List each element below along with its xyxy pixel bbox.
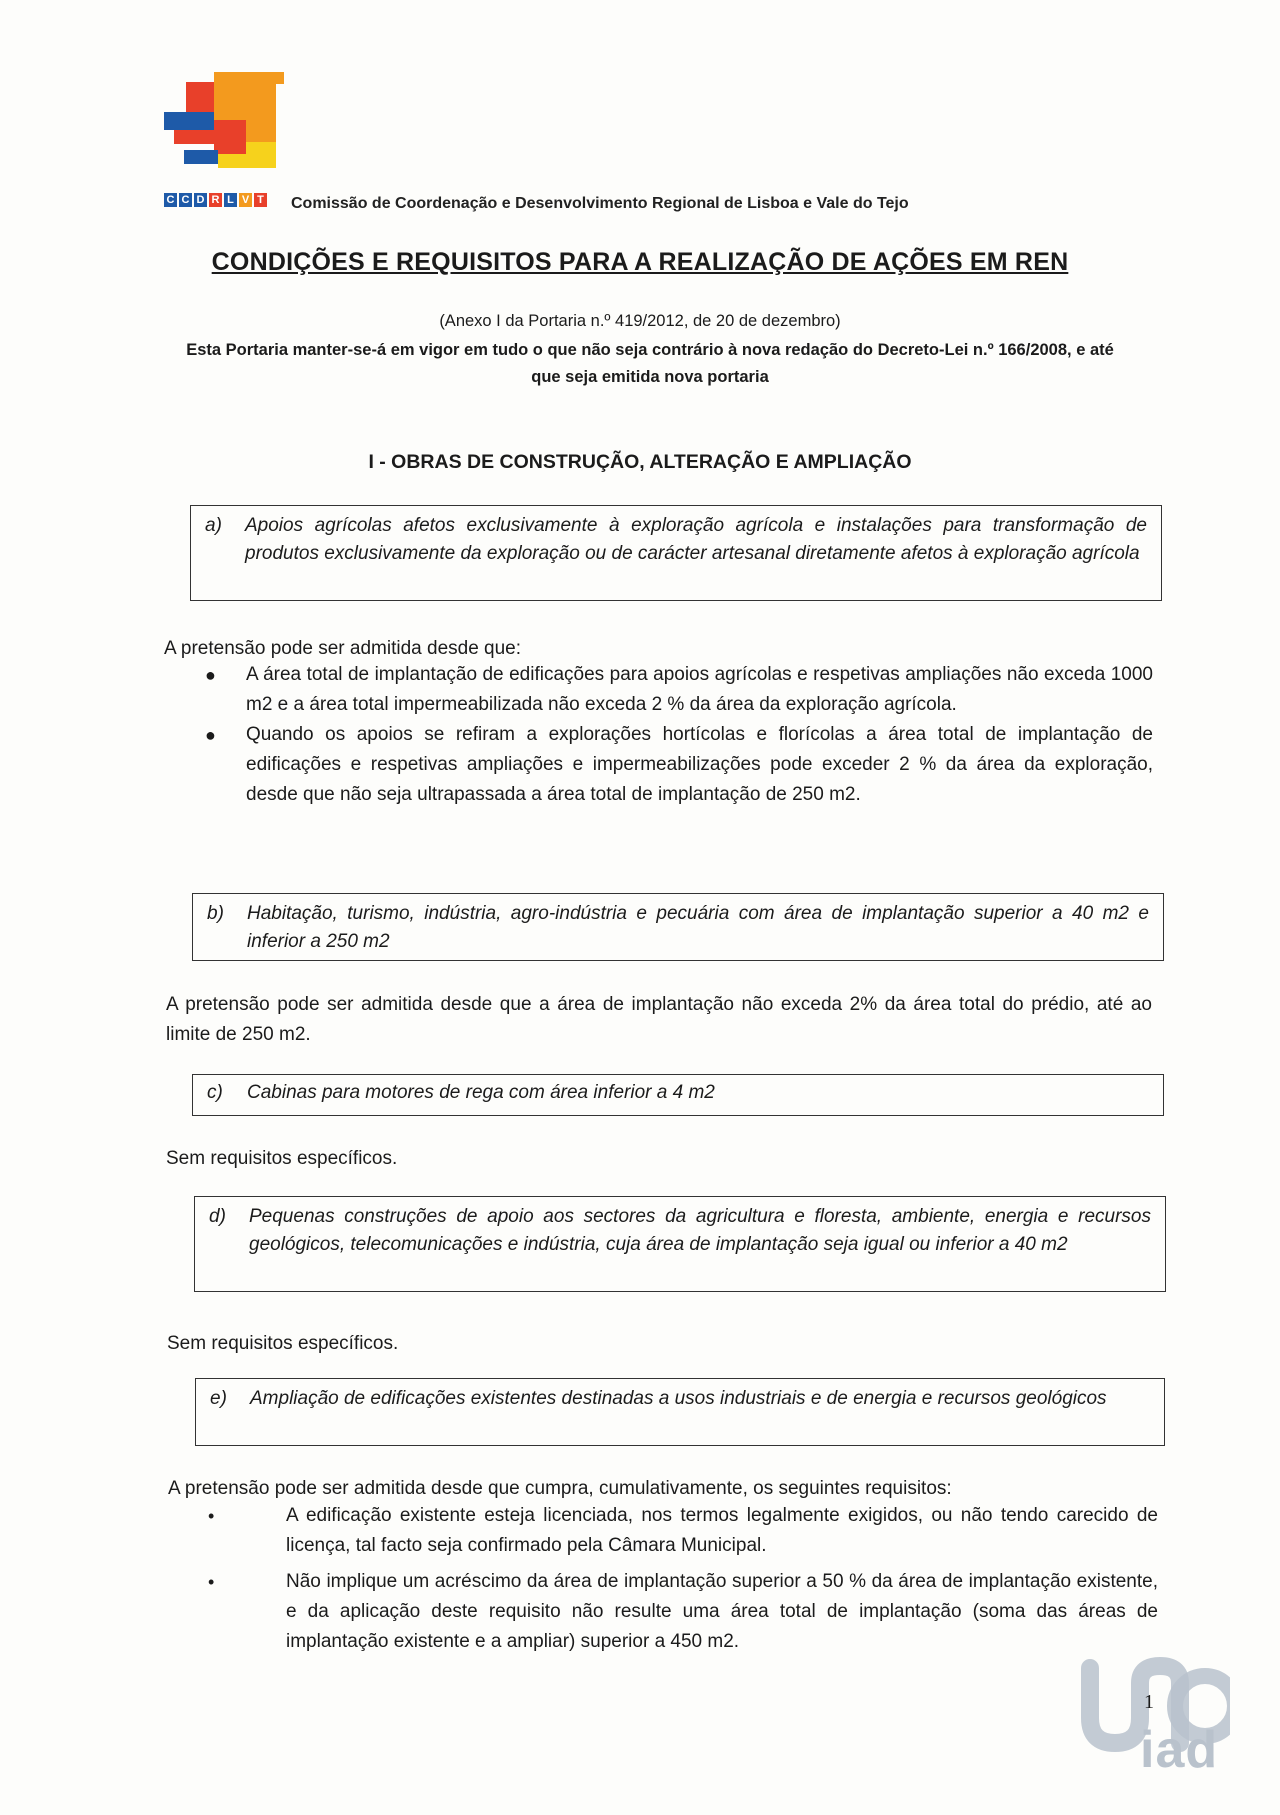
item-letter: c) <box>207 1082 223 1103</box>
document-title: CONDIÇÕES E REQUISITOS PARA A REALIZAÇÃO DE AÇÕES EM REN <box>211 248 1069 276</box>
ccdr-lvt-logo <box>164 72 284 182</box>
item-b-box <box>192 893 1164 961</box>
bullet-item <box>208 1501 1158 1561</box>
document-subtitle: (Anexo I da Portaria n.º 419/2012, de 20 de dezembro) <box>439 312 841 330</box>
item-text: Pequenas construções de apoio aos sectores da agricultura e floresta, ambiente, energia e recursos geológicos, telecomunicações e indústria, cuja área de implantação seja igual ou inferior a 40 m2 <box>249 1206 1151 1255</box>
bullet-item <box>205 720 1153 810</box>
bullet-icon: • <box>208 1506 215 1526</box>
item-e-box <box>195 1378 1165 1446</box>
document-note: Esta Portaria manter-se-á em vigor em tudo o que não seja contrário à nova redação do Decreto-Lei n.º 166/2008, e até que seja emitida nova portaria <box>186 341 1114 386</box>
bullet-icon: ● <box>205 725 216 745</box>
item-d-intro: Sem requisitos específicos. <box>167 1333 399 1354</box>
logo-letter: T <box>254 193 267 207</box>
page-number: 1 <box>1144 1691 1154 1713</box>
bullet-text: Quando os apoios se refiram a explorações hortícolas e florícolas a área total de implantação de edificações e respetivas ampliações e impermeabilizações pode exceder 2 % da área da exploração, desde que não seja ultrapassada a área total de implantação de 250 m2. <box>246 724 1153 805</box>
item-e-intro: A pretensão pode ser admitida desde que cumpra, cumulativamente, os seguintes requisitos: <box>168 1478 952 1499</box>
item-text: Apoios agrícolas afetos exclusivamente à exploração agrícola e instalações para transformação de produtos exclusivamente da exploração ou de carácter artesanal diretamente afetos à exploração agrícola <box>245 515 1147 564</box>
item-letter: b) <box>207 903 224 924</box>
bullet-text: A edificação existente esteja licenciada, nos termos legalmente exigidos, ou não tendo carecido de licença, tal facto seja confirmado pela Câmara Municipal. <box>286 1505 1158 1556</box>
item-letter: e) <box>210 1388 227 1409</box>
item-letter: a) <box>205 515 222 536</box>
item-text: Cabinas para motores de rega com área inferior a 4 m2 <box>247 1082 715 1103</box>
item-c-box <box>192 1074 1164 1116</box>
logo-letter: L <box>224 193 237 207</box>
section-title: I - OBRAS DE CONSTRUÇÃO, ALTERAÇÃO E AMPLIAÇÃO <box>368 451 912 473</box>
logo-letter: C <box>164 193 177 207</box>
logo-letter: C <box>179 193 192 207</box>
bullet-icon: • <box>208 1572 215 1592</box>
bullet-icon: ● <box>205 665 216 685</box>
item-text: Ampliação de edificações existentes destinadas a usos industriais e de energia e recursos geológicos <box>250 1388 1107 1409</box>
logo-wordmark <box>164 193 267 207</box>
bullet-item <box>205 660 1153 720</box>
item-b-intro: A pretensão pode ser admitida desde que a área de implantação não exceda 2% da área total do prédio, até ao limite de 250 m2. <box>166 994 1152 1045</box>
item-letter: d) <box>209 1206 226 1227</box>
item-e-bullets <box>208 1501 1158 1657</box>
item-a-box <box>190 505 1162 601</box>
logo-letter: R <box>209 193 222 207</box>
bullet-text: A área total de implantação de edificações para apoios agrícolas e respetivas ampliações não exceda 1000 m2 e a área total impermeabilizada não exceda 2 % da área da exploração agrícola. <box>246 664 1153 715</box>
item-a-intro: A pretensão pode ser admitida desde que: <box>164 638 522 659</box>
bullet-text: Não implique um acréscimo da área de implantação superior a 50 % da área de implantação existente, e da aplicação deste requisito não resulte uma área total de implantação (soma das áreas de implantação existente e a ampliar) superior a 450 m2. <box>286 1571 1158 1652</box>
item-c-intro: Sem requisitos específicos. <box>166 1148 398 1169</box>
logo-letter: D <box>194 193 207 207</box>
watermark-text: iad <box>1140 1721 1219 1779</box>
item-a-bullets <box>205 660 1153 810</box>
item-text: Habitação, turismo, indústria, agro-indústria e pecuária com área de implantação superior a 40 m2 e inferior a 250 m2 <box>247 903 1149 952</box>
bullet-item <box>208 1567 1158 1657</box>
organization-name: Comissão de Coordenação e Desenvolvimento Regional de Lisboa e Vale do Tejo <box>291 195 909 212</box>
item-d-box <box>194 1196 1166 1292</box>
logo-letter: V <box>239 193 252 207</box>
